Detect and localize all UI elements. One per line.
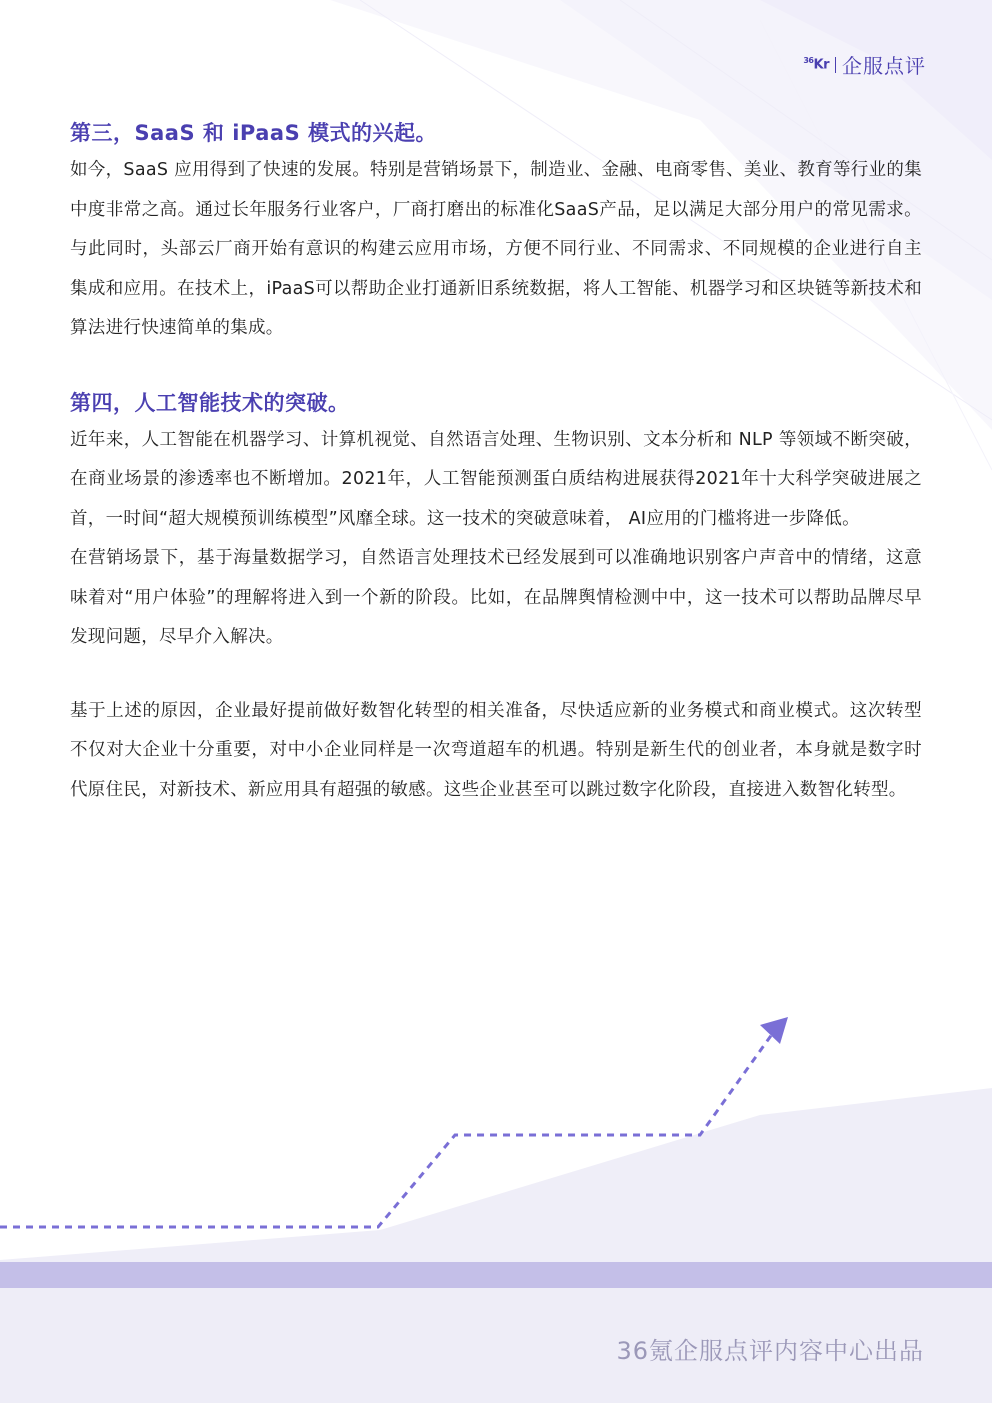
logo-divider	[835, 57, 836, 73]
conclusion-paragraph: 基于上述的原因，企业最好提前做好数智化转型的相关准备，尽快适应新的业务模式和商业模式。这次转型不仅对大企业十分重要，对中小企业同样是一次弯道超车的机遇。特别是新生代的创业者，本身就是数字时代原住民，对新技术、新应用具有超强的敏感。这些企业甚至可以跳过数字化阶段，直接进入数智化转型。	[70, 700, 922, 800]
section-paragraph-saas: 如今，SaaS 应用得到了快速的发展。特别是营销场景下，制造业、金融、电商零售、美业、教育等行业的集中度非常之高。通过长年服务行业客户，厂商打磨出的标准化SaaS产品，足以满足大部分用户的常见需求。与此同时，头部云厂商开始有意识的构建云应用市场，方便不同行业、不同需求、不同规模的企业进行自主集成和应用。在技术上，iPaaS可以帮助企业打通新旧系统数据，将人工智能、机器学习和区块链等新技术和算法进行快速简单的集成。	[70, 160, 922, 338]
section-paragraph-ai-1: 近年来，人工智能在机器学习、计算机视觉、自然语言处理、生物识别、文本分析和 NLP 等领域不断突破，在商业场景的渗透率也不断增加。2021年，人工智能预测蛋白质结构进展获得2021年十大科学突破进展之首，一时间“超大规模预训练模型”风靡全球。这一技术的突破意味着， AI应用的门槛将进一步降低。	[70, 429, 922, 529]
article-body	[70, 115, 922, 810]
logo-name: 企服点评	[842, 54, 926, 78]
bottom-band-mid	[0, 1262, 992, 1288]
section-heading-saas: 第三，SaaS 和 iPaaS 模式的兴起。	[70, 121, 438, 145]
footer-credit: 36氪企服点评内容中心出品	[616, 1337, 924, 1365]
logo-mark	[803, 56, 829, 72]
brand-logo	[803, 50, 926, 79]
section-paragraph-ai-2: 在营销场景下，基于海量数据学习，自然语言处理技术已经发展到可以准确地识别客户声音中的情绪，这意 味着对“用户体验”的理解将进入到一个新的阶段。比如，在品牌舆情检测中中，这一技术可以帮助品牌尽早发现问题，尽早介入解决。	[70, 548, 922, 647]
section-heading-ai: 第四，人工智能技术的突破。	[70, 390, 350, 415]
logo-number: 36	[803, 56, 814, 66]
arrow-head-icon	[760, 1017, 788, 1044]
logo-kr: Kr	[813, 57, 829, 73]
